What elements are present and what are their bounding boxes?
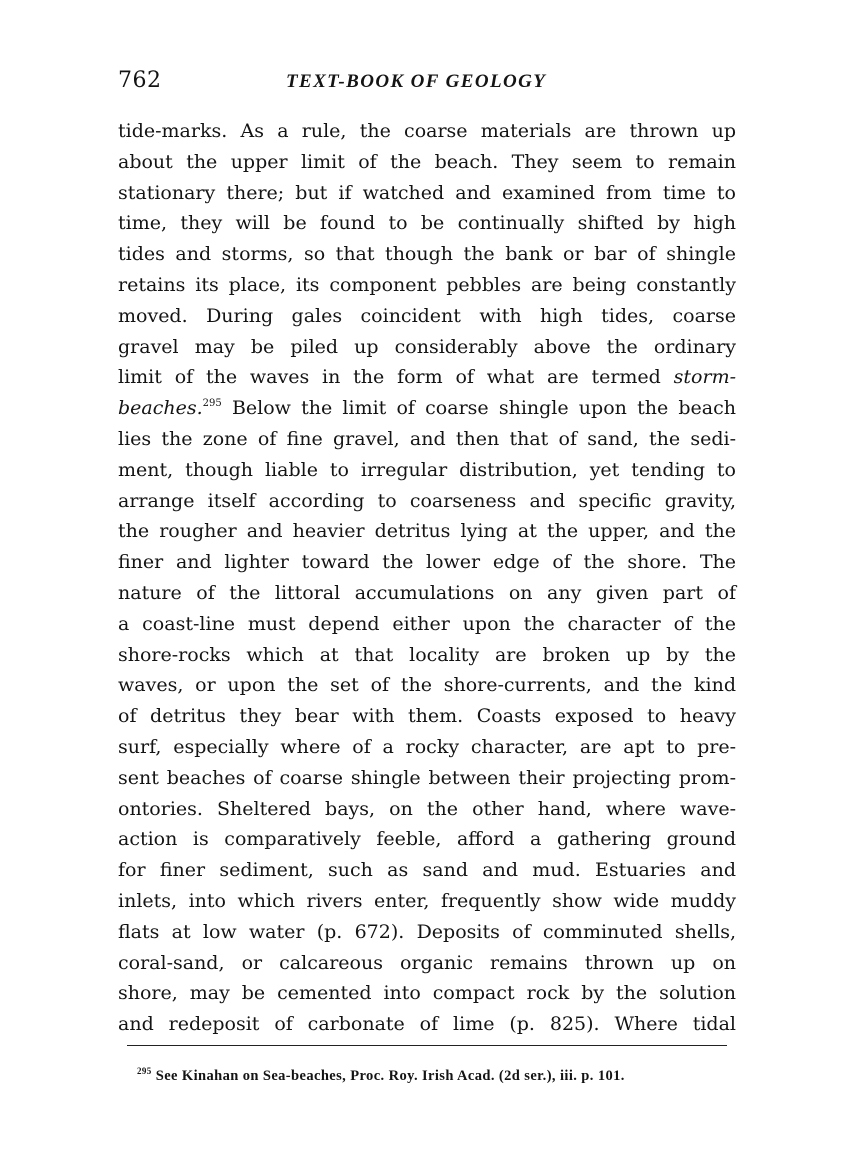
text-line <box>118 794 736 825</box>
text-run: a coast-line must depend either upon the character of the <box>118 612 736 635</box>
text-run: and redeposit of carbonate of lime (p. 825). Where tidal <box>118 1013 736 1036</box>
text-line <box>118 855 736 886</box>
text-line <box>118 270 736 301</box>
text-line <box>118 301 736 332</box>
text-run: shore, may be cemented into compact rock by the solution <box>118 982 736 1005</box>
text-line <box>118 670 736 701</box>
text-run: gravel may be piled up considerably above the ordinary <box>118 335 736 358</box>
text-run: ment, though liable to irregular distribution, yet tending to <box>118 458 736 481</box>
text-run: tide-marks. As a rule, the coarse materials are thrown up <box>118 120 736 142</box>
text-run: inlets, into which rivers enter, frequently show wide muddy <box>118 889 736 912</box>
text-line <box>118 640 736 671</box>
text-line <box>118 886 736 917</box>
text-line <box>118 1009 736 1040</box>
page-number: 762 <box>118 68 162 93</box>
text-run: Below the limit of coarse shingle upon the beach <box>221 397 736 420</box>
page-header <box>118 68 736 102</box>
text-run: tides and storms, so that though the bank or bar of shingle <box>118 243 736 266</box>
footnote-marker: 295 <box>137 1066 152 1076</box>
text-line <box>118 486 736 517</box>
text-run: ontories. Sheltered bays, on the other hand, where wave- <box>118 797 736 820</box>
text-line <box>118 578 736 609</box>
text-run: for finer sediment, such as sand and mud. Estuaries and <box>118 859 736 882</box>
text-line <box>118 362 736 393</box>
text-run: sent beaches of coarse shingle between their projecting prom- <box>118 766 736 789</box>
body-text <box>118 116 736 1040</box>
text-line <box>118 547 736 578</box>
footnote-reference[interactable]: 295 <box>202 398 222 410</box>
footnote-text: See Kinahan on Sea-beaches, Proc. Roy. Irish Acad. (2d ser.), iii. p. 101. <box>155 1068 625 1084</box>
footnote-divider <box>127 1045 727 1046</box>
text-line <box>118 701 736 732</box>
text-run: the rougher and heavier detritus lying at the upper, and the <box>118 520 736 543</box>
italic-term: beaches. <box>118 397 203 420</box>
text-line <box>118 917 736 948</box>
text-run: retains its place, its component pebbles are being constantly <box>118 273 736 296</box>
text-run: lies the zone of fine gravel, and then that of sand, the sedi- <box>118 427 736 450</box>
text-line <box>118 948 736 979</box>
footnote <box>137 1068 737 1085</box>
text-line <box>118 147 736 178</box>
text-line <box>118 516 736 547</box>
text-run: surf, especially where of a rocky character, are apt to pre- <box>118 735 736 758</box>
text-line <box>118 732 736 763</box>
text-line <box>118 424 736 455</box>
text-run: stationary there; but if watched and examined from time to <box>118 181 736 204</box>
text-run: limit of the waves in the form of what are termed <box>118 366 674 389</box>
text-line <box>118 393 736 424</box>
text-line <box>118 208 736 239</box>
text-line <box>118 455 736 486</box>
text-line <box>118 332 736 363</box>
text-line <box>118 178 736 209</box>
text-run: shore-rocks which at that locality are broken up by the <box>118 643 736 666</box>
text-line <box>118 116 736 147</box>
text-run: waves, or upon the set of the shore-currents, and the kind <box>118 674 736 697</box>
text-run: nature of the littoral accumulations on any given part of <box>118 581 736 604</box>
text-run: of detritus they bear with them. Coasts exposed to heavy <box>118 705 736 728</box>
text-run: coral-sand, or calcareous organic remains thrown up on <box>118 951 736 974</box>
text-line <box>118 763 736 794</box>
text-run: about the upper limit of the beach. They seem to remain <box>118 150 736 173</box>
text-run: arrange itself according to coarseness and specific gravity, <box>118 489 736 512</box>
text-run: time, they will be found to be continually shifted by high <box>118 212 736 235</box>
text-line <box>118 978 736 1009</box>
text-line <box>118 824 736 855</box>
italic-term: storm- <box>673 366 736 389</box>
running-title: TEXT-BOOK OF GEOLOGY <box>286 71 547 92</box>
text-run: flats at low water (p. 672). Deposits of comminuted shells, <box>118 920 736 943</box>
text-line <box>118 239 736 270</box>
text-run: action is comparatively feeble, afford a gathering ground <box>118 828 736 851</box>
text-line <box>118 609 736 640</box>
text-run: finer and lighter toward the lower edge of the shore. The <box>118 551 736 574</box>
text-run: moved. During gales coincident with high tides, coarse <box>118 304 736 327</box>
